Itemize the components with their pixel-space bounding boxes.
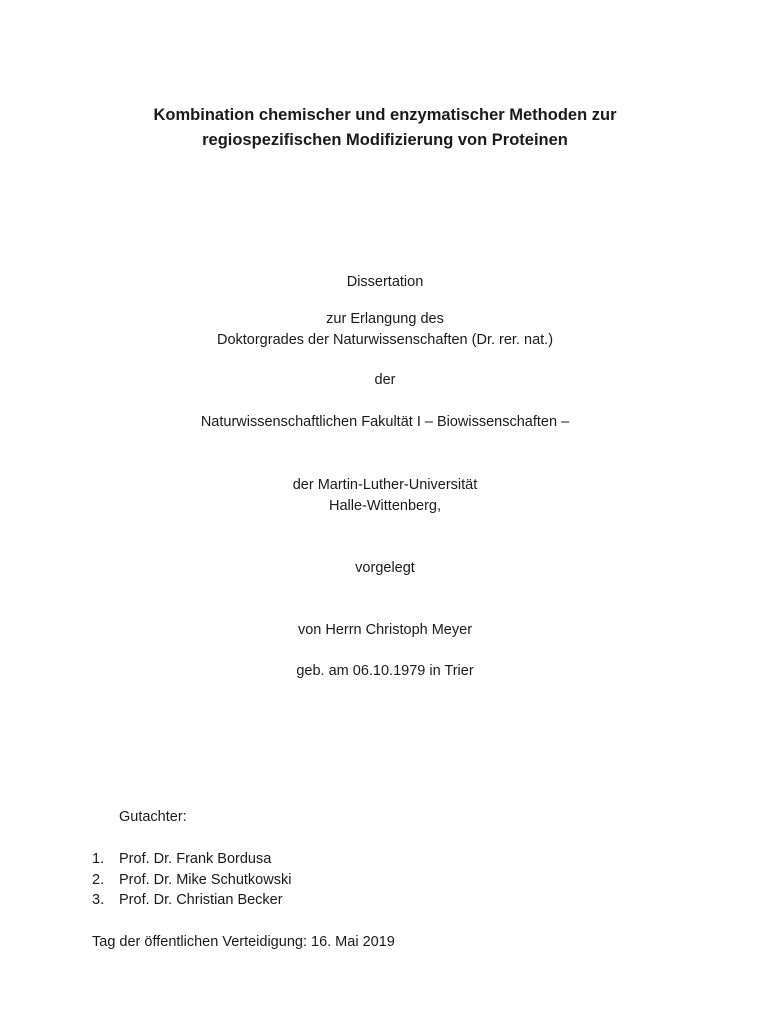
author-line: von Herrn Christoph Meyer [297, 622, 473, 638]
birth-line: geb. am 06.10.1979 in Trier [296, 663, 474, 679]
title-line-2: regiospezifischen Modifizierung von Proteinen [202, 131, 568, 149]
faculty-name: Naturwissenschaftlichen Fakultät I – Biowissenschaften – [200, 414, 570, 430]
university-line-2: Halle-Wittenberg, [328, 498, 441, 514]
referee-name: Prof. Dr. Christian Becker [119, 892, 283, 908]
submitted-text: vorgelegt [355, 560, 415, 576]
referee-number: 3. [92, 892, 105, 908]
der-text: der [374, 372, 396, 388]
degree-purpose [0, 309, 770, 351]
document-type: Dissertation [346, 274, 424, 290]
defense-date: Tag der öffentlichen Verteidigung: 16. Mai 2019 [92, 934, 395, 950]
title-line-1: Kombination chemischer und enzymatischer Methoden zur [153, 106, 617, 124]
dissertation-title [0, 103, 770, 153]
referees-heading: Gutachter: [119, 809, 187, 825]
list-item [92, 890, 291, 911]
purpose-line-1: zur Erlangung des [326, 311, 444, 327]
university-name [0, 475, 770, 517]
university-line-1: der Martin-Luther-Universität [292, 477, 478, 493]
referee-name: Prof. Dr. Frank Bordusa [119, 851, 272, 867]
referee-name: Prof. Dr. Mike Schutkowski [119, 871, 292, 888]
referee-number: 2. [92, 871, 105, 888]
referee-number: 1. [92, 851, 105, 867]
list-item [92, 870, 291, 891]
purpose-line-2: Doktorgrades der Naturwissenschaften (Dr. rer. nat.) [216, 332, 554, 348]
referees-list [92, 849, 291, 911]
list-item [92, 849, 291, 870]
